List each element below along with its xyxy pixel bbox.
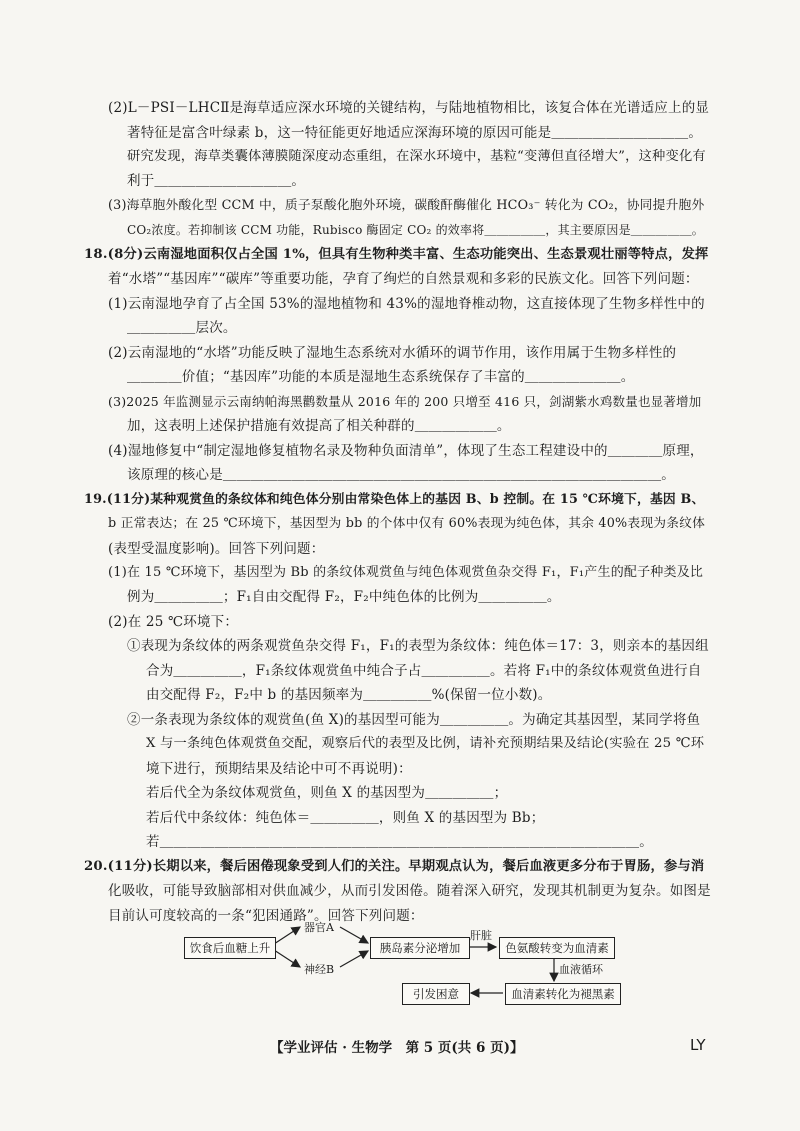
question-text-line: ②一条表现为条纹体的观赏鱼(鱼 X)的基因型可能为＿＿＿＿＿。为确定其基因型，某同学将鱼 [127, 712, 701, 728]
question-text-line: ＿＿＿＿价值；“基因库”功能的本质是湿地生态系统保存了丰富的＿＿＿＿＿＿＿。 [127, 369, 635, 385]
sleepiness-pathway-diagram [170, 917, 630, 1017]
box-serotonin-to-melatonin: 血清素转化为褪黑素 [505, 983, 621, 1005]
question-text-line: (表型受温度影响)。回答下列问题： [108, 541, 325, 557]
question-text-line: (1)云南湿地孕育了占全国 53%的湿地植物和 43%的湿地脊椎动物，这直接体现了生物多样性中的 [108, 296, 705, 312]
question-text-line: X 与一条纯色体观赏鱼交配，观察后代的表型及比例，请补充预期结果及结论(实验在 25 ℃环 [146, 736, 705, 751]
question-text-line: (4)湿地修复中“制定湿地修复植物名录及物种负面清单”，体现了生态工程建设中的＿＿＿＿原理， [108, 443, 704, 459]
question-text-line: ＿＿＿＿＿层次。 [127, 320, 237, 336]
question-text-line: 加，这表明上述保护措施有效提高了相关种群的＿＿＿＿＿＿。 [127, 418, 511, 434]
page-footer [0, 1036, 800, 1054]
question-text-line: 着“水塔”“基因库”“碳库”等重要功能，孕育了绚烂的自然景观和多彩的民族文化。回答下列问题： [108, 271, 699, 287]
question-text-line: b 正常表达；在 25 ℃环境下，基因型为 bb 的个体中仅有 60%表现为纯色体，其余 40%表现为条纹体 [108, 516, 706, 531]
box-insulin-increase: 胰岛素分泌增加 [370, 937, 470, 959]
question-text-line: (2)在 25 ℃环境下： [108, 614, 239, 630]
question-text-line: 化吸收，可能导致脑部相对供血减少，从而引发困倦。随着深入研究，发现其机制更为复杂。如图是 [108, 883, 711, 899]
question-text-line: 研究发现，海草类囊体薄膜随深度动态重组，在深水环境中，基粒“变薄但直径增大”，这种变化有 [127, 149, 706, 164]
question-text-line: 例为＿＿＿＿＿；F₁自由交配得 F₂，F₂中纯色体的比例为＿＿＿＿＿。 [127, 589, 561, 605]
question-text-line: 著特征是富含叶绿素 b，这一特征能更好地适应深海环境的原因可能是＿＿＿＿＿＿＿＿＿＿。 [127, 125, 703, 141]
label-organ-a: 器官A [304, 921, 334, 934]
label-liver: 肝脏 [470, 929, 492, 942]
box-tryptophan-to-serotonin: 色氨酸转变为血清素 [499, 937, 615, 959]
question-text-line: (3)海草胞外酸化型 CCM 中，质子泵酸化胞外环境，碳酸酐酶催化 HCO₃⁻ 转化为 CO₂，协同提升胞外 [108, 198, 705, 213]
box-blood-sugar-rise: 饮食后血糖上升 [184, 937, 276, 959]
label-blood-circulation: 血液循环 [559, 963, 603, 976]
question-text-line: 若后代中条纹体：纯色体＝＿＿＿＿＿，则鱼 X 的基因型为 Bb； [146, 810, 545, 826]
footer-code: LY [690, 1036, 706, 1054]
question-text-line: (2)云南湿地的“水塔”功能反映了湿地生态系统对水循环的调节作用，该作用属于生物多样性的 [108, 345, 677, 361]
question-text-line: (3)2025 年监测显示云南纳帕海黑鹳数量从 2016 年的 200 只增至 416 只，剑湖紫水鸡数量也显著增加 [108, 394, 702, 409]
box-induce-sleepiness: 引发困意 [402, 983, 470, 1005]
question-heading-line: 18.(8分)云南湿地面积仅占全国 1%，但具有生物种类丰富、生态功能突出、生态景观壮丽等特点，发挥 [84, 247, 709, 262]
question-text-line: 合为＿＿＿＿＿，F₁条纹体观赏鱼中纯合子占＿＿＿＿＿。若将 F₁中的条纹体观赏鱼进行自 [146, 663, 702, 679]
question-text-line: 境下进行，预期结果及结论中可不再说明)： [146, 761, 412, 777]
question-text-line: CO₂浓度。若抑制该 CCM 功能，Rubisco 酶固定 CO₂ 的效率将＿＿＿＿＿，其主要原因是＿＿＿＿＿。 [127, 223, 704, 237]
question-text-line: 若＿＿＿＿＿＿＿＿＿＿＿＿＿＿＿＿＿＿＿＿＿＿＿＿＿＿＿＿＿＿＿＿＿＿＿。 [146, 834, 653, 850]
question-text-line: (2)L－PSI－LHCⅡ是海草适应深水环境的关键结构，与陆地植物相比，该复合体在光谱适应上的显 [108, 100, 710, 116]
label-nerve-b: 神经B [304, 963, 335, 976]
question-heading-line: 20.(11分)长期以来，餐后困倦现象受到人们的关注。早期观点认为，餐后血液更多分布于胃肠，参与消 [84, 859, 705, 874]
question-text-line: (1)在 15 ℃环境下，基因型为 Bb 的条纹体观赏鱼与纯色体观赏鱼杂交得 F₁，F₁产生的配子种类及比 [108, 565, 704, 580]
question-text-line: ①表现为条纹体的两条观赏鱼杂交得 F₁，F₁的表型为条纹体：纯色体＝17：3，则亲本的基因组 [127, 638, 709, 654]
question-text-line: 该原理的核心是＿＿＿＿＿＿＿＿＿＿＿＿＿＿＿＿＿＿＿＿＿＿＿＿＿＿＿＿＿＿＿＿。 [127, 467, 675, 483]
footer-page-info: 【学业评估 · 生物学 第 5 页(共 6 页)】 [270, 1040, 524, 1056]
question-heading-line: 19.(11分)某种观赏鱼的条纹体和纯色体分别由常染色体上的基因 B、b 控制。在 15 ℃环境下，基因 B、 [84, 492, 705, 507]
question-text-line: 利于＿＿＿＿＿＿＿＿＿＿。 [127, 173, 306, 189]
question-text-line: 若后代全为条纹体观赏鱼，则鱼 X 的基因型为＿＿＿＿＿； [146, 785, 508, 801]
question-text-line: 由交配得 F₂，F₂中 b 的基因频率为＿＿＿＿＿%(保留一位小数)。 [146, 687, 552, 703]
question-text-line: 目前认可度较高的一条“犯困通路”。回答下列问题： [108, 908, 424, 924]
